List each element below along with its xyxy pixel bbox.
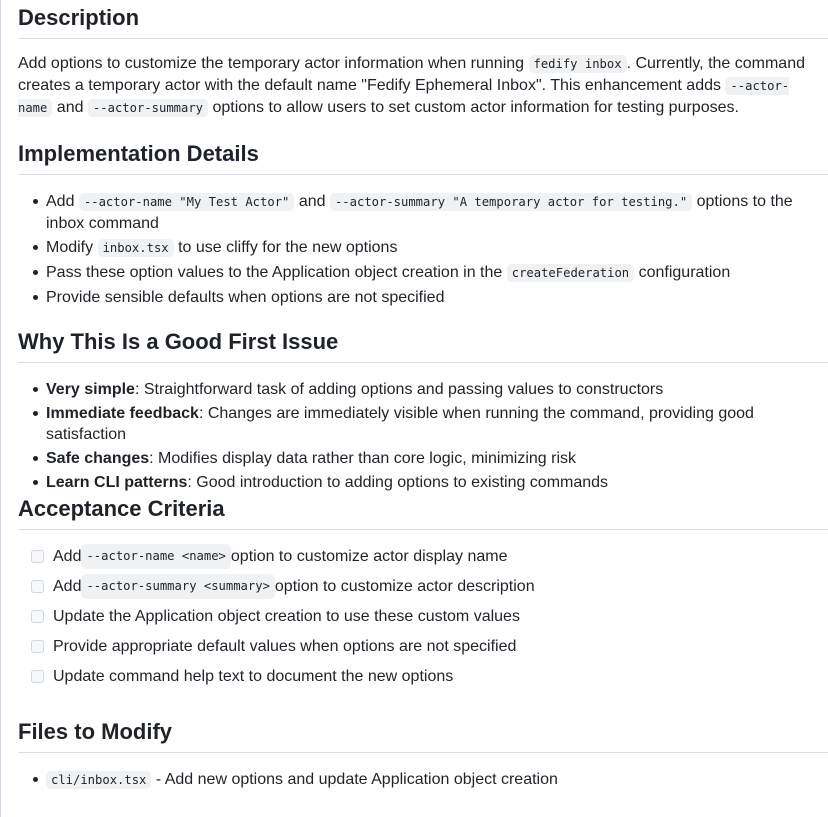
task-item: Update command help text to document the new options (31, 665, 828, 687)
inline-code: --actor-summary "A temporary actor for testing." (330, 193, 692, 211)
implementation-heading: Implementation Details (18, 140, 828, 175)
task-checkbox[interactable] (31, 580, 44, 593)
why-heading: Why This Is a Good First Issue (18, 328, 828, 363)
inline-code: cli/inbox.tsx (46, 771, 151, 789)
why-list (18, 379, 828, 493)
files-section (18, 718, 828, 794)
task-item: Add --actor-name <name> option to customize actor display name (31, 545, 828, 567)
inline-code: createFederation (507, 264, 634, 282)
description-section (18, 4, 828, 119)
acceptance-section (18, 495, 828, 695)
inline-code: inbox.tsx (98, 239, 174, 257)
task-item: Provide appropriate default values when options are not specified (31, 635, 828, 657)
inline-code: --actor-summary <summary> (81, 574, 274, 599)
description-heading: Description (18, 4, 828, 39)
description-paragraph: Add options to customize the temporary actor information when running fedify inbox . Currently, the command creates a temporary actor with the default name "Fedify Ephemeral Inbox". This enhancement adds --actor-name and --actor-summary options to allow users to set custom actor information for testing purposes. (18, 55, 805, 116)
files-heading: Files to Modify (18, 718, 828, 753)
task-item: Add --actor-summary <summary> option to customize actor description (31, 575, 828, 597)
list-item: cli/inbox.tsx - Add new options and update Application object creation (46, 769, 828, 791)
inline-code: --actor-name "My Test Actor" (79, 193, 294, 211)
list-item: Provide sensible defaults when options are not specified (46, 287, 828, 308)
task-checkbox[interactable] (31, 670, 44, 683)
list-item: Learn CLI patterns: Good introduction to adding options to existing commands (46, 472, 828, 493)
task-item: Update the Application object creation to use these custom values (31, 605, 828, 627)
inline-code: --actor-name (18, 79, 790, 115)
list-item: Very simple: Straightforward task of adding options and passing values to constructors (46, 379, 828, 400)
list-item: Safe changes: Modifies display data rather than core logic, minimizing risk (46, 448, 828, 469)
files-list (18, 769, 828, 791)
list-item: Modify inbox.tsx to use cliffy for the new options (46, 237, 828, 259)
inline-code: --actor-name <name> (81, 544, 230, 569)
task-checkbox[interactable] (31, 610, 44, 623)
inline-code: --actor-summary (88, 99, 208, 117)
list-item: Immediate feedback: Changes are immediately visible when running the command, providing good satisfaction (46, 403, 828, 445)
task-checkbox[interactable] (31, 640, 44, 653)
implementation-section (18, 140, 828, 311)
list-item: Pass these option values to the Application object creation in the createFederation configuration (46, 262, 828, 284)
why-section (18, 328, 828, 496)
list-item: Add --actor-name "My Test Actor" and --actor-summary "A temporary actor for testing." options to the inbox command (46, 191, 828, 234)
task-list (18, 545, 828, 687)
task-checkbox[interactable] (31, 550, 44, 563)
implementation-list (18, 191, 828, 308)
inline-code: fedify inbox (529, 55, 627, 73)
acceptance-heading: Acceptance Criteria (18, 495, 828, 530)
